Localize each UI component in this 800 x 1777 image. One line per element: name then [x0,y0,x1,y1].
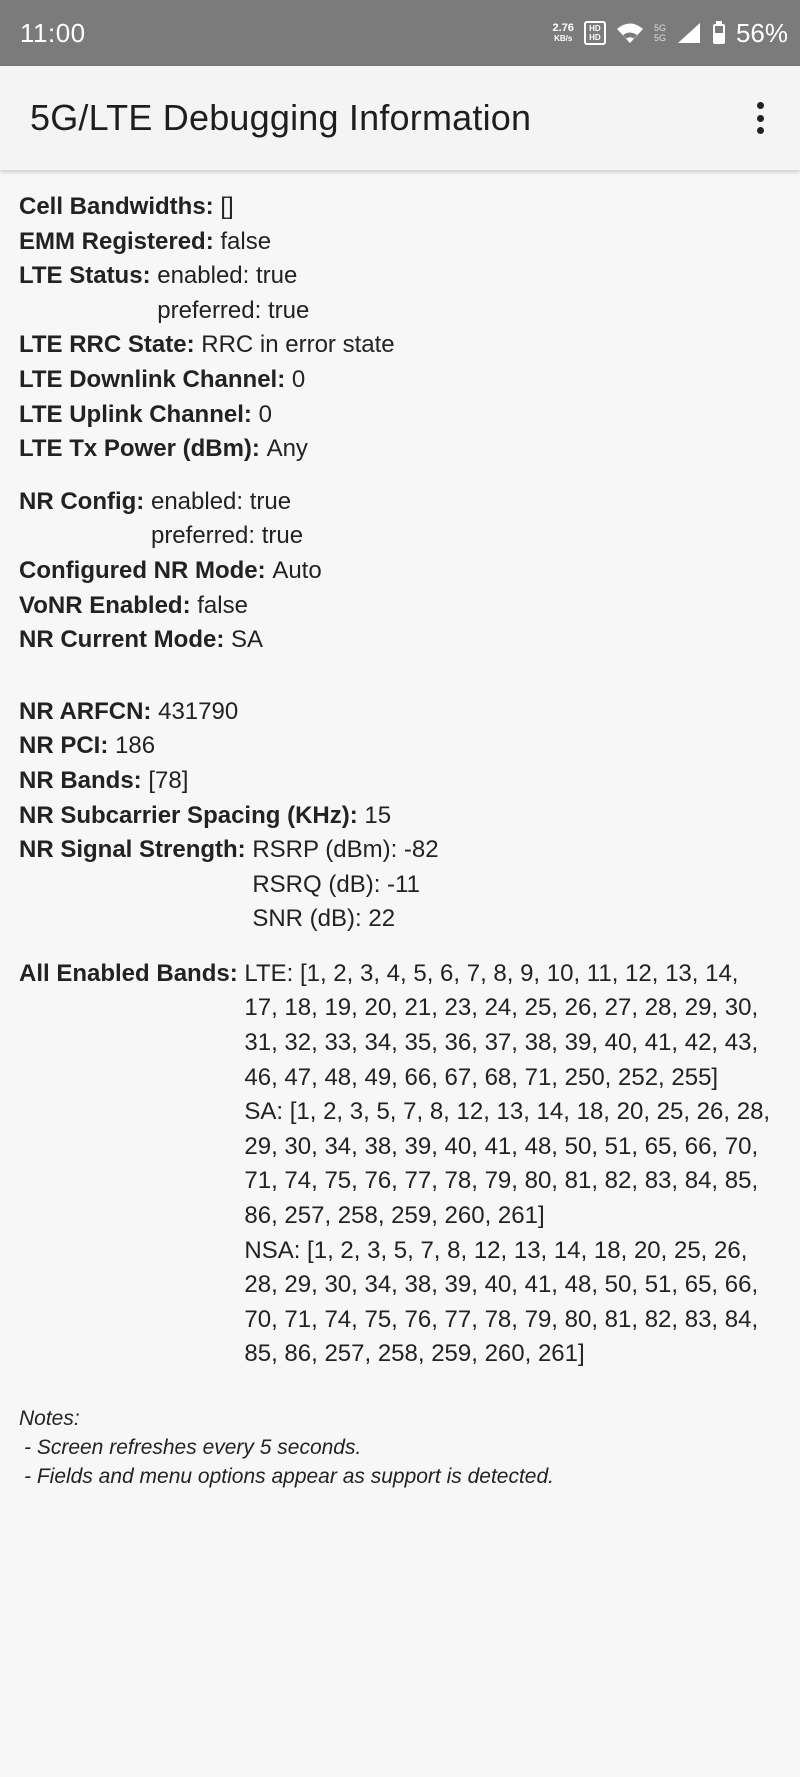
field-value: [78] [148,766,189,794]
field-label: NR Current Mode: [19,626,225,654]
field-label: NR Signal Strength: [19,836,246,864]
field-label: NR Subcarrier Spacing (KHz): [19,801,358,829]
field-value: SNR (dB): 22 [252,905,396,933]
nr-pci-row [19,729,789,764]
field-label: LTE Downlink Channel: [19,365,286,393]
app-bar [0,66,800,170]
wifi-icon [616,21,644,45]
field-label: LTE Tx Power (dBm): [19,435,260,463]
field-label: LTE Status: [19,262,151,290]
network-speed [553,23,574,43]
field-label: VoNR Enabled: [19,591,191,619]
cell-bandwidths-row [19,190,789,225]
battery-icon [712,21,726,45]
nr-bands-row [19,764,789,799]
status-bar [0,0,800,66]
debug-info-content [19,190,789,1491]
field-value: SA [231,626,264,654]
field-value: Auto [272,556,322,584]
field-value: 186 [115,732,156,760]
status-icons [553,18,788,49]
note-item: - Fields and menu options appear as support is detected. [24,1465,554,1488]
field-label: EMM Registered: [19,227,214,255]
note-item: - Screen refreshes every 5 seconds. [24,1436,362,1459]
field-value: 431790 [158,697,239,725]
all-enabled-bands-row [19,957,789,1372]
lte-rrc-state-row [19,328,789,363]
field-label: LTE Uplink Channel: [19,400,252,428]
nr-subcarrier-spacing-row [19,799,789,834]
field-value: false [220,227,272,255]
field-value: Any [266,435,308,463]
field-label: NR PCI: [19,732,109,760]
field-value: 0 [258,400,272,428]
field-label: LTE RRC State: [19,331,195,359]
lte-tx-power-row [19,432,789,467]
nr-current-mode-row [19,623,789,658]
vonr-enabled-row [19,589,789,624]
field-value: RSRP (dBm): -82 [252,836,439,864]
network-speed-value: 2.76 [552,22,574,34]
signal-icon [676,21,702,45]
sa-bands-value: SA: [1, 2, 3, 5, 7, 8, 12, 13, 14, 18, 20, 25, 26, 28, 29, 30, 34, 38, 39, 40, 41, 48, 50, 51, 65, 66, 70, 71, 74, 75, 76, 77, 78, 79, 80, 81, 82, 83, 84, 85, 86, 257, 258, 259, 260, 261] [244,1098,771,1230]
nr-config-row [19,485,789,554]
field-value: [] [220,193,234,220]
emm-registered-row [19,225,789,260]
field-label: All Enabled Bands: [19,959,238,987]
field-value: false [197,591,248,619]
page-title: 5G/LTE Debugging Information [30,97,532,138]
lte-status-row [19,259,789,328]
battery-percentage: 56% [735,17,788,48]
hd-icon: HD HD [584,21,606,45]
nr-arfcn-row [19,695,789,730]
overflow-menu-icon[interactable] [748,98,772,138]
field-value: RRC in error state [201,331,395,359]
field-value: 15 [364,801,392,829]
notes-section [19,1404,789,1491]
field-label: Configured NR Mode: [19,556,266,584]
field-label: NR Bands: [19,766,142,794]
nr-signal-strength-row [19,833,789,937]
lte-downlink-row [19,363,789,398]
lte-bands-value: LTE: [1, 2, 3, 4, 5, 6, 7, 8, 9, 10, 11, 12, 13, 14, 17, 18, 19, 20, 21, 23, 24, 25, 26, 27, 28, 29, 30, 31, 32, 33, 34, 35, 36, 37, 38, 39, 40, 41, 42, 43, 46, 47, 48, 49, 66, 67, 68, 71, 250, 252, 255] [244,959,759,1091]
lte-uplink-row [19,398,789,433]
signal-type-labels: 5G 5G [653,23,666,43]
field-value: preferred: true [157,296,310,324]
notes-title: Notes: [19,1407,80,1430]
field-label: NR Config: [19,487,145,515]
field-label: Cell Bandwidths: [19,193,214,220]
configured-nr-mode-row [19,554,789,589]
field-value: enabled: true [150,487,292,515]
field-label: NR ARFCN: [19,697,152,725]
field-value: RSRQ (dB): -11 [252,870,420,898]
field-value: preferred: true [150,522,304,550]
nsa-bands-value: NSA: [1, 2, 3, 5, 7, 8, 12, 13, 14, 18, 20, 25, 26, 28, 29, 30, 34, 38, 39, 40, 41, 48, 50, 51, 65, 66, 70, 71, 74, 75, 76, 77, 78, 79, 80, 81, 82, 83, 84, 85, 86, 257, 258, 259, 260, 261] [244,1236,759,1368]
field-value: 0 [291,365,306,393]
network-speed-unit: KB/s [554,34,573,43]
status-time: 11:00 [20,17,86,48]
field-value: enabled: true [157,262,298,290]
